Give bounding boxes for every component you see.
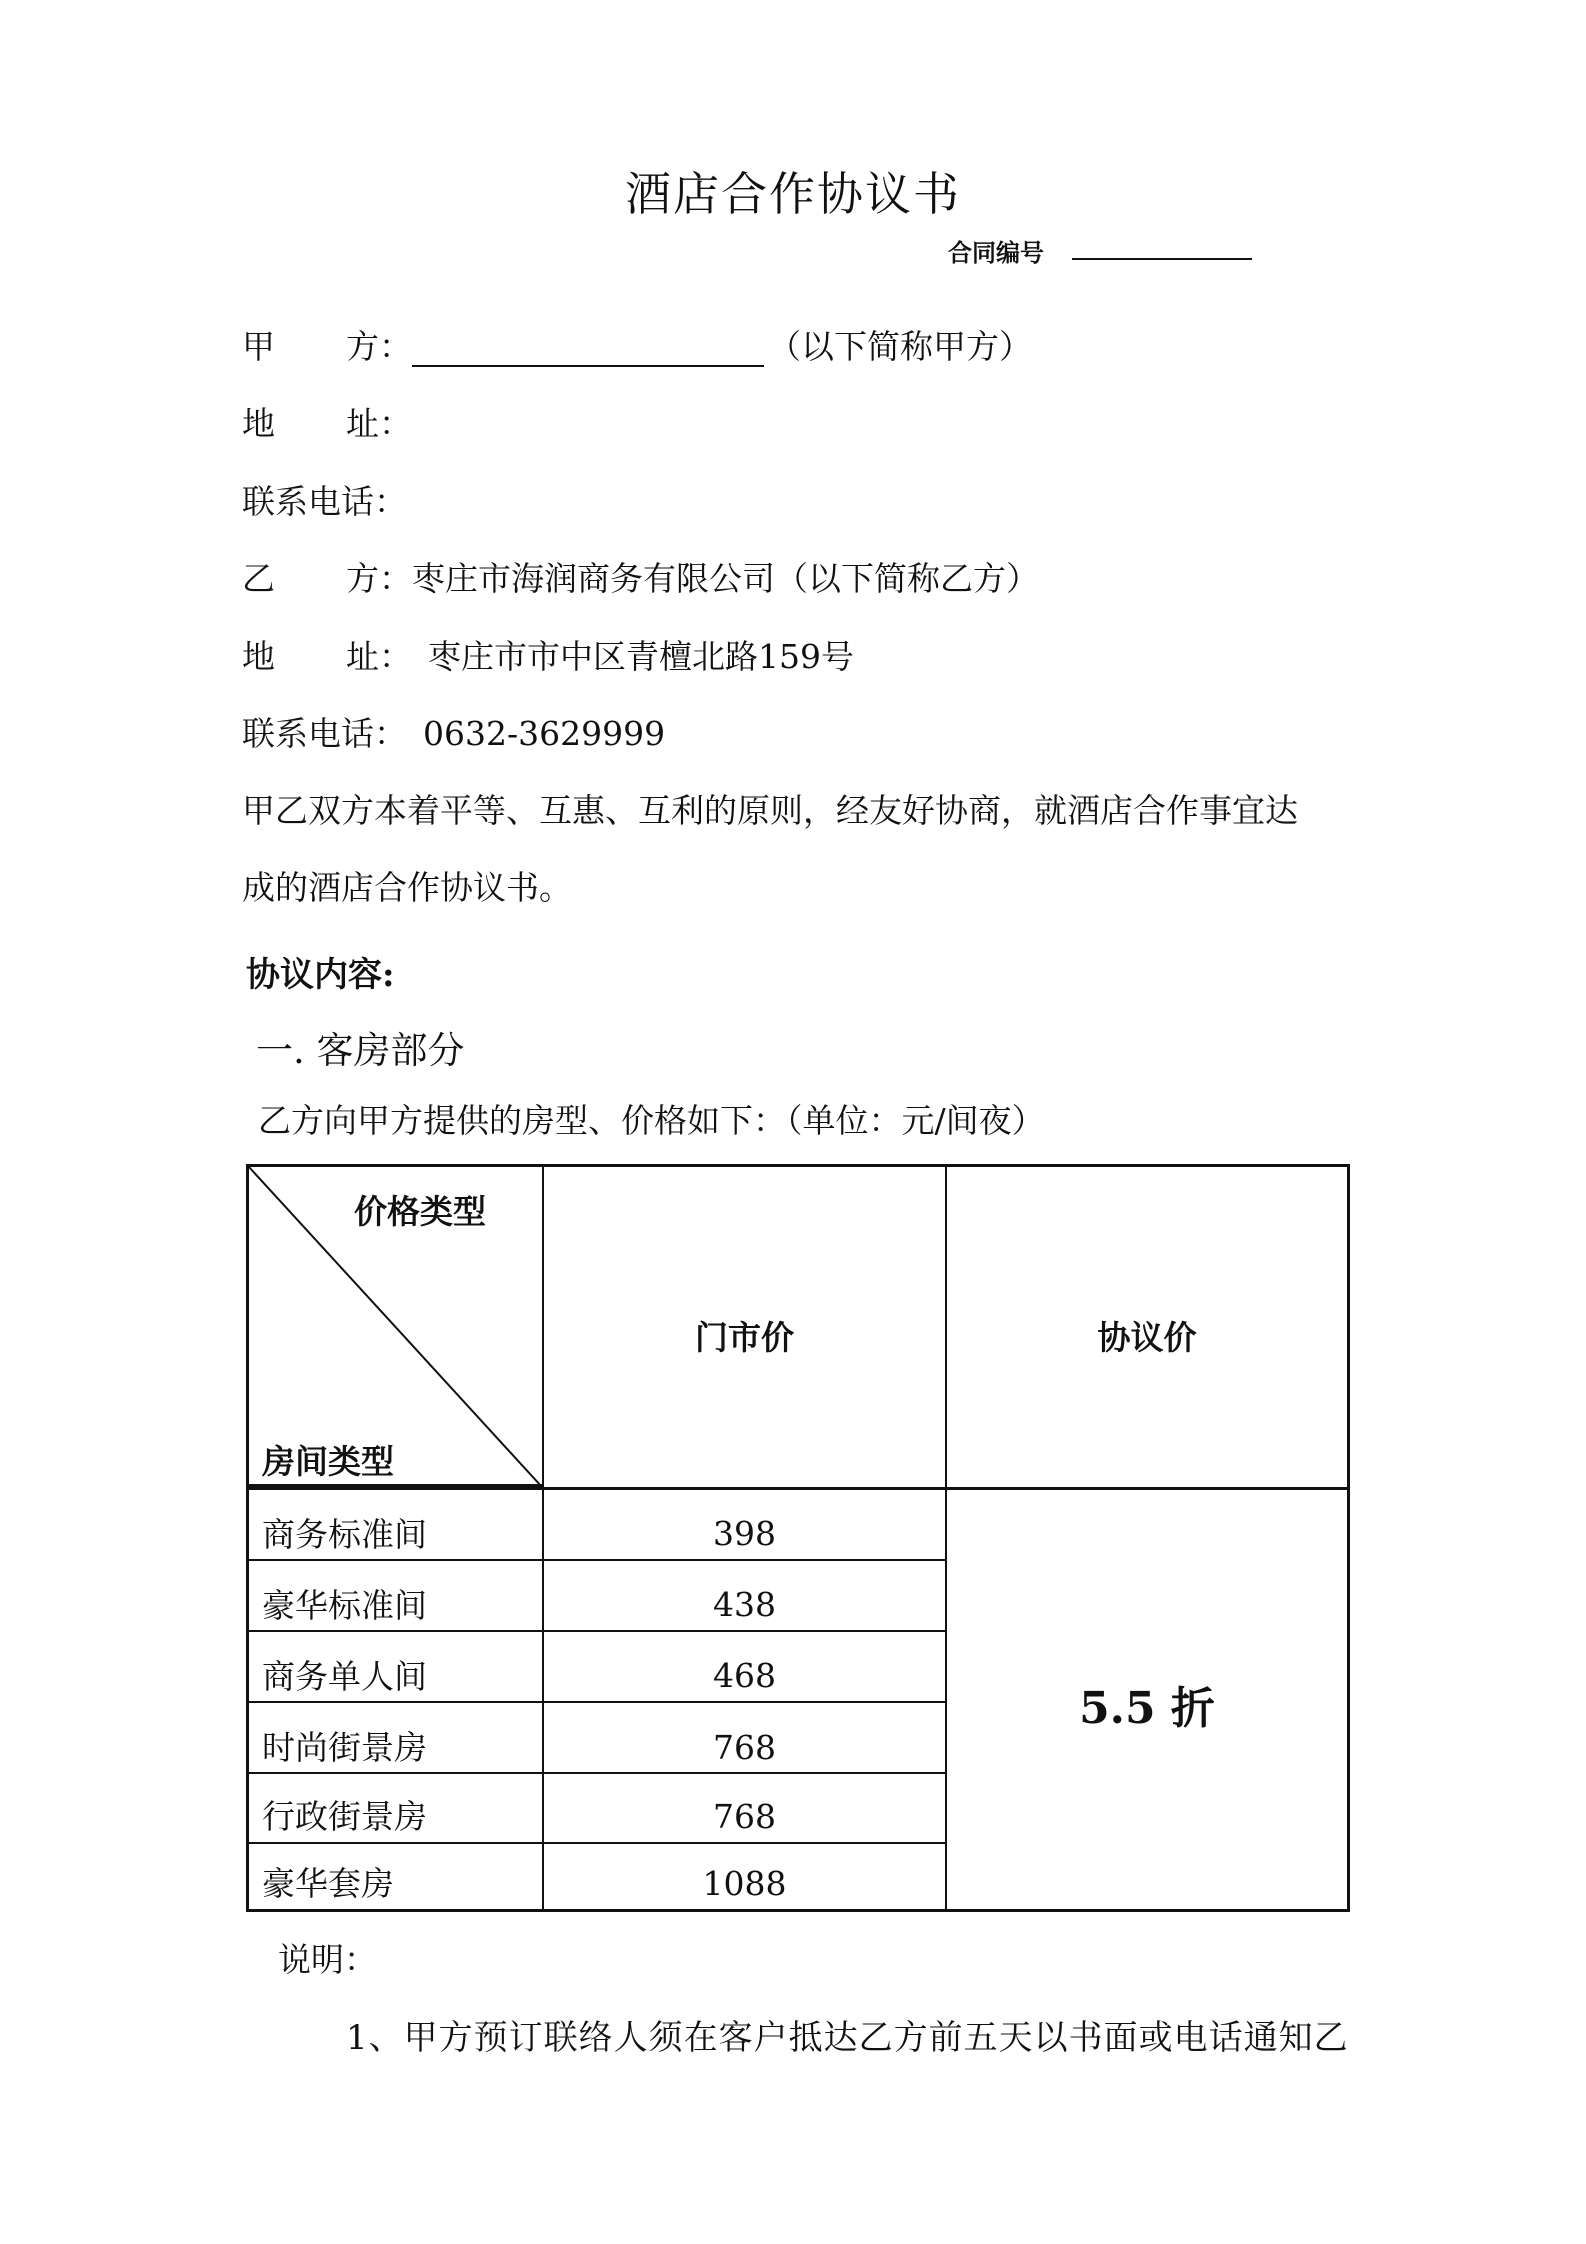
party-b-label: 乙 xyxy=(242,559,275,598)
agreement-heading: 协议内容: xyxy=(246,955,395,995)
address-b-colon: 址： xyxy=(346,637,412,676)
phone-a-label: 联系电话： xyxy=(242,482,407,521)
table-border-right xyxy=(1347,1164,1350,1912)
phone-b-label: 联系电话： xyxy=(242,714,407,753)
party-b-name: 方：枣庄市海润商务有限公司（以下简称乙方） xyxy=(346,559,1039,598)
table-row-divider xyxy=(246,1842,946,1844)
party-a-row xyxy=(242,327,1032,367)
address-b-value: 枣庄市市中区青檀北路159号 xyxy=(428,637,854,676)
table-row-divider xyxy=(246,1772,946,1774)
rack-rate-cell: 768 xyxy=(713,1797,776,1836)
table-row-divider xyxy=(246,1630,946,1632)
address-a-row xyxy=(242,404,412,444)
room-type-cell: 商务标准间 xyxy=(262,1515,427,1554)
document-title: 酒店合作协议书 xyxy=(625,167,961,221)
room-type-cell: 时尚街景房 xyxy=(262,1728,427,1767)
phone-b-row xyxy=(242,714,665,754)
intro-line-2: 成的酒店合作协议书。 xyxy=(242,868,572,907)
col-header-rack-rate: 门市价 xyxy=(695,1318,794,1357)
party-a-label: 甲 xyxy=(242,327,275,366)
address-a-label: 地 xyxy=(242,404,275,443)
address-a-colon: 址： xyxy=(346,404,412,443)
col-header-agreed-rate: 协议价 xyxy=(1097,1318,1197,1357)
party-a-suffix: （以下简称甲方） xyxy=(768,327,1032,366)
table-row-divider xyxy=(246,1559,946,1561)
section-room-desc: 乙方向甲方提供的房型、价格如下：（单位：元/间夜） xyxy=(258,1101,1045,1140)
contract-number-blank xyxy=(1072,258,1252,260)
phone-a-row xyxy=(242,482,407,522)
address-b-row xyxy=(242,637,854,677)
room-type-cell: 豪华标准间 xyxy=(262,1586,427,1625)
intro-line-1: 甲乙双方本着平等、互惠、互利的原则，经友好协商，就酒店合作事宜达 xyxy=(242,791,1298,830)
rack-rate-cell: 1088 xyxy=(702,1864,787,1903)
contract-number-label: 合同编号 xyxy=(948,238,1044,267)
room-price-table xyxy=(246,1164,1350,1912)
rack-rate-cell: 468 xyxy=(713,1656,776,1695)
rack-rate-cell: 438 xyxy=(713,1585,776,1624)
party-a-blank xyxy=(412,335,764,367)
table-col-divider-2 xyxy=(945,1164,947,1912)
corner-header-price-type: 价格类型 xyxy=(354,1192,486,1231)
room-type-cell: 商务单人间 xyxy=(262,1657,427,1696)
room-type-cell: 行政街景房 xyxy=(262,1797,427,1836)
phone-b-value: 0632-3629999 xyxy=(423,714,666,753)
table-row-divider xyxy=(246,1701,946,1703)
party-b-row xyxy=(242,559,1039,599)
table-border-bottom xyxy=(246,1909,1350,1912)
notes-label: 说明： xyxy=(278,1940,377,1979)
party-a-colon: 方： xyxy=(346,327,412,366)
section-room-title: 一. 客房部分 xyxy=(256,1029,465,1072)
room-type-cell: 豪华套房 xyxy=(262,1864,394,1903)
rack-rate-cell: 768 xyxy=(713,1728,776,1767)
agreed-rate-value: 5.5 折 xyxy=(1079,1683,1215,1734)
address-b-label: 地 xyxy=(242,637,275,676)
corner-header-room-type: 房间类型 xyxy=(262,1442,394,1481)
note-item-1: 1、甲方预订联络人须在客户抵达乙方前五天以书面或电话通知乙 xyxy=(346,2018,1349,2058)
rack-rate-cell: 398 xyxy=(713,1514,776,1553)
